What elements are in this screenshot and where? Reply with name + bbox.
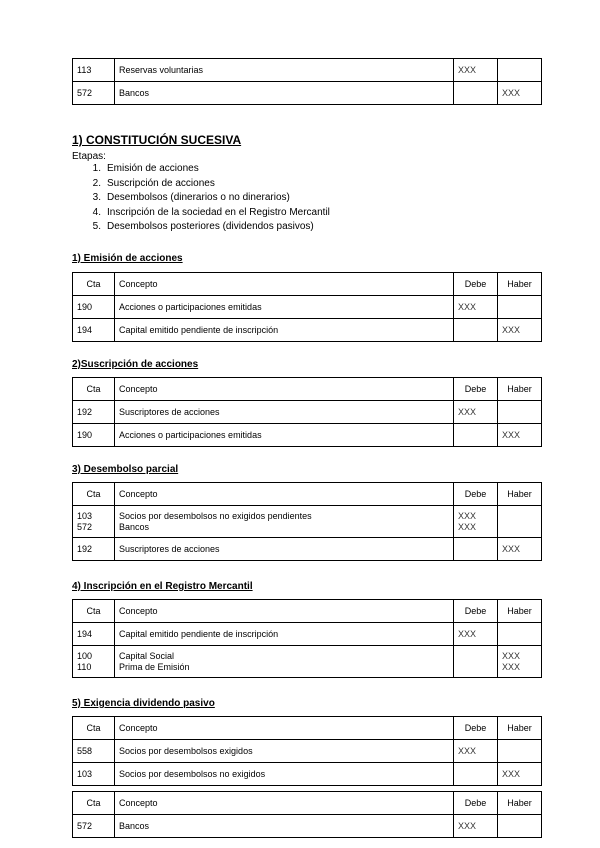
journal-table bbox=[72, 377, 542, 447]
step-number: 1. bbox=[92, 163, 101, 174]
table-header-row bbox=[73, 273, 542, 296]
header-concepto: Concepto bbox=[115, 717, 454, 740]
debe-cell bbox=[454, 424, 498, 447]
cta-cell: 113 bbox=[73, 59, 115, 82]
haber-cell: XXX bbox=[498, 319, 542, 342]
entry-title: 4) Inscripción en el Registro Mercantil bbox=[72, 581, 253, 592]
haber-cell bbox=[498, 401, 542, 424]
entry-title: 1) Emisión de acciones bbox=[72, 253, 183, 264]
header-debe: Debe bbox=[454, 792, 498, 815]
debe-cell: XXX bbox=[454, 401, 498, 424]
concepto-cell: Acciones o participaciones emitidas bbox=[115, 296, 454, 319]
debe-cell bbox=[454, 319, 498, 342]
table-row bbox=[73, 424, 542, 447]
table-row bbox=[73, 623, 542, 646]
concepto-cell: Bancos bbox=[115, 82, 454, 105]
step-number: 3. bbox=[92, 192, 101, 203]
concepto-cell: Suscriptores de acciones bbox=[115, 401, 454, 424]
cta-cell: 192 bbox=[73, 401, 115, 424]
table-row bbox=[73, 296, 542, 319]
step-text: Desembolsos (dinerarios o no dinerarios) bbox=[107, 192, 290, 203]
header-cta: Cta bbox=[73, 483, 115, 506]
table-row bbox=[73, 740, 542, 763]
cta-cell: 558 bbox=[73, 740, 115, 763]
concepto-cell: Socios por desembolsos no exigidos pendientes Bancos bbox=[115, 506, 454, 538]
cta-cell: 190 bbox=[73, 296, 115, 319]
haber-cell: XXX XXX bbox=[498, 646, 542, 678]
journal-table bbox=[72, 716, 542, 786]
debe-cell: XXX bbox=[454, 740, 498, 763]
section-title: 1) CONSTITUCIÓN SUCESIVA bbox=[72, 133, 242, 147]
step-number: 2. bbox=[92, 177, 101, 189]
concepto-cell: Capital emitido pendiente de inscripción bbox=[115, 623, 454, 646]
entry-title: 2)Suscripción de acciones bbox=[72, 359, 199, 370]
concepto-cell: Bancos bbox=[115, 815, 454, 838]
header-cta: Cta bbox=[73, 273, 115, 296]
header-cta: Cta bbox=[73, 600, 115, 623]
table-row bbox=[73, 82, 542, 105]
entry-title: 5) Exigencia dividendo pasivo bbox=[72, 698, 215, 709]
table-row bbox=[73, 59, 542, 82]
table-header-row bbox=[73, 378, 542, 401]
debe-cell bbox=[454, 538, 498, 561]
header-concepto: Concepto bbox=[115, 792, 454, 815]
journal-table bbox=[72, 482, 542, 561]
debe-cell bbox=[454, 82, 498, 105]
top-journal-table bbox=[72, 58, 542, 105]
haber-cell bbox=[498, 296, 542, 319]
cta-cell: 194 bbox=[73, 319, 115, 342]
haber-cell: XXX bbox=[498, 82, 542, 105]
haber-cell bbox=[498, 623, 542, 646]
debe-cell: XXX XXX bbox=[454, 506, 498, 538]
header-debe: Debe bbox=[454, 717, 498, 740]
step-text: Suscripción de acciones bbox=[107, 177, 215, 189]
list-item bbox=[72, 162, 330, 177]
list-item bbox=[72, 191, 330, 206]
list-item bbox=[72, 177, 330, 192]
list-item bbox=[72, 206, 330, 221]
header-haber: Haber bbox=[498, 717, 542, 740]
table-row bbox=[73, 646, 542, 678]
table-header-row bbox=[73, 792, 542, 815]
header-debe: Debe bbox=[454, 378, 498, 401]
haber-cell: XXX bbox=[498, 763, 542, 786]
table-row bbox=[73, 815, 542, 838]
header-cta: Cta bbox=[73, 378, 115, 401]
header-concepto: Concepto bbox=[115, 483, 454, 506]
cta-cell: 103 bbox=[73, 763, 115, 786]
header-haber: Haber bbox=[498, 600, 542, 623]
step-text: Emisión de acciones bbox=[107, 163, 199, 174]
debe-cell: XXX bbox=[454, 59, 498, 82]
header-debe: Debe bbox=[454, 273, 498, 296]
table-row bbox=[73, 401, 542, 424]
table-row bbox=[73, 538, 542, 561]
table-header-row bbox=[73, 483, 542, 506]
step-text: Desembolsos posteriores (dividendos pasivos) bbox=[107, 221, 314, 232]
header-concepto: Concepto bbox=[115, 273, 454, 296]
steps-list bbox=[72, 162, 330, 235]
debe-cell: XXX bbox=[454, 296, 498, 319]
debe-cell bbox=[454, 646, 498, 678]
header-debe: Debe bbox=[454, 483, 498, 506]
header-concepto: Concepto bbox=[115, 600, 454, 623]
step-number: 5. bbox=[92, 221, 101, 232]
step-number: 4. bbox=[92, 206, 101, 218]
haber-cell: XXX bbox=[498, 538, 542, 561]
haber-cell bbox=[498, 506, 542, 538]
header-haber: Haber bbox=[498, 378, 542, 401]
journal-table bbox=[72, 272, 542, 342]
cta-cell: 572 bbox=[73, 82, 115, 105]
header-cta: Cta bbox=[73, 717, 115, 740]
haber-cell bbox=[498, 59, 542, 82]
table-row bbox=[73, 763, 542, 786]
header-debe: Debe bbox=[454, 600, 498, 623]
cta-cell: 192 bbox=[73, 538, 115, 561]
cta-cell: 103 572 bbox=[73, 506, 115, 538]
table-row bbox=[73, 319, 542, 342]
header-haber: Haber bbox=[498, 483, 542, 506]
concepto-cell: Capital emitido pendiente de inscripción bbox=[115, 319, 454, 342]
table-row bbox=[73, 506, 542, 538]
concepto-cell: Acciones o participaciones emitidas bbox=[115, 424, 454, 447]
header-concepto: Concepto bbox=[115, 378, 454, 401]
concepto-cell: Socios por desembolsos exigidos bbox=[115, 740, 454, 763]
header-haber: Haber bbox=[498, 792, 542, 815]
cta-cell: 100 110 bbox=[73, 646, 115, 678]
debe-cell bbox=[454, 763, 498, 786]
cta-cell: 194 bbox=[73, 623, 115, 646]
table-header-row bbox=[73, 717, 542, 740]
step-text: Inscripción de la sociedad en el Registro Mercantil bbox=[107, 206, 330, 218]
header-haber: Haber bbox=[498, 273, 542, 296]
concepto-cell: Capital Social Prima de Emisión bbox=[115, 646, 454, 678]
entry-title: 3) Desembolso parcial bbox=[72, 464, 179, 475]
concepto-cell: Reservas voluntarias bbox=[115, 59, 454, 82]
concepto-cell: Socios por desembolsos no exigidos bbox=[115, 763, 454, 786]
journal-table bbox=[72, 791, 542, 838]
cta-cell: 572 bbox=[73, 815, 115, 838]
debe-cell: XXX bbox=[454, 815, 498, 838]
table-header-row bbox=[73, 600, 542, 623]
cta-cell: 190 bbox=[73, 424, 115, 447]
debe-cell: XXX bbox=[454, 623, 498, 646]
haber-cell bbox=[498, 740, 542, 763]
journal-table bbox=[72, 599, 542, 678]
concepto-cell: Suscriptores de acciones bbox=[115, 538, 454, 561]
haber-cell: XXX bbox=[498, 424, 542, 447]
header-cta: Cta bbox=[73, 792, 115, 815]
list-item bbox=[72, 220, 330, 235]
etapas-label: Etapas: bbox=[72, 151, 106, 162]
haber-cell bbox=[498, 815, 542, 838]
